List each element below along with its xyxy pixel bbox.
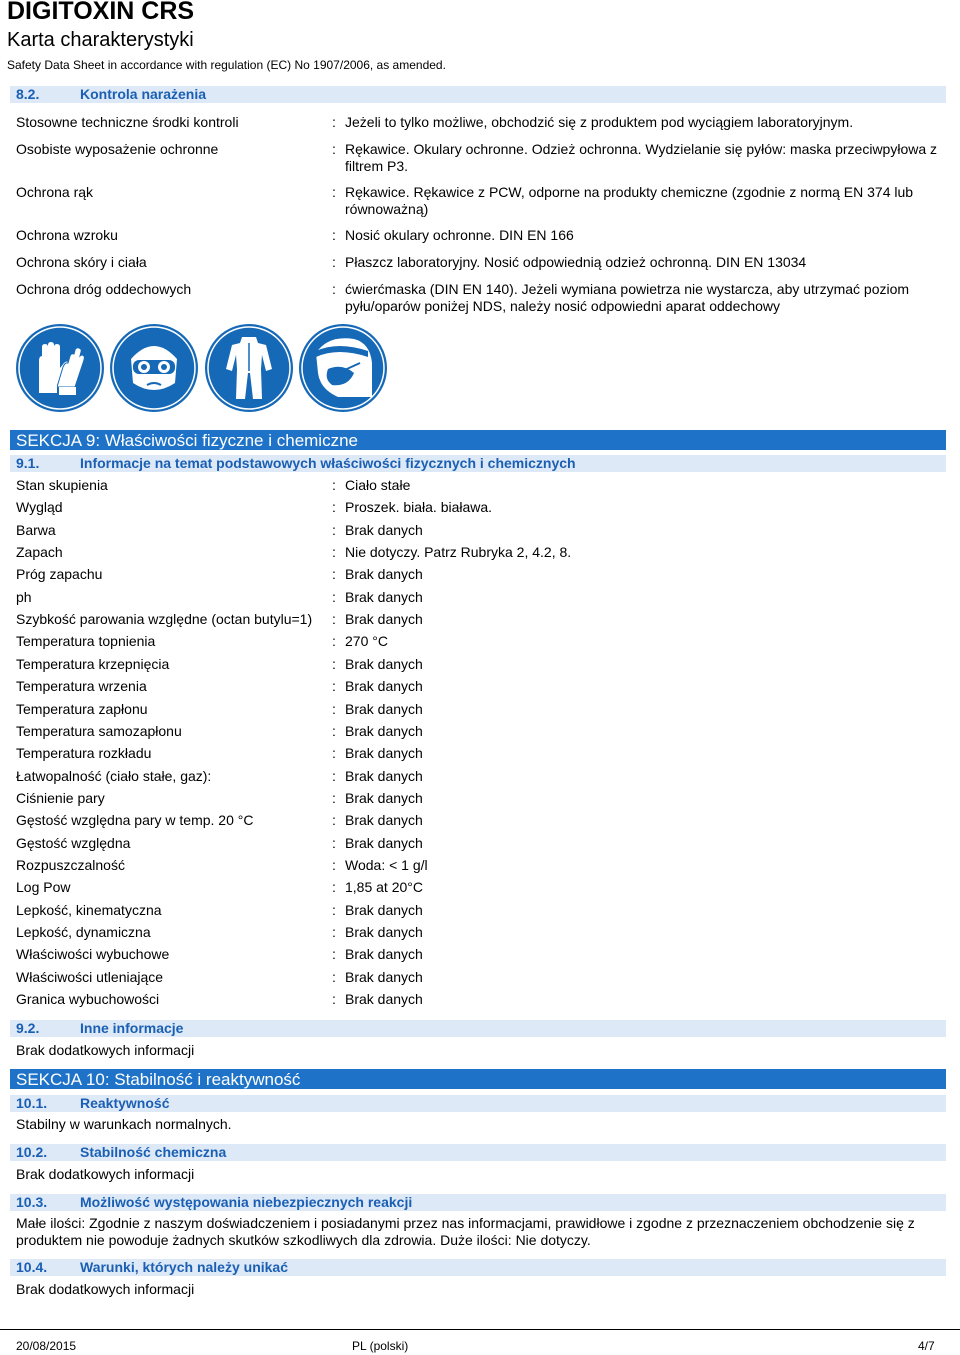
row-label: Osobiste wyposażenie ochronne	[16, 141, 219, 157]
property-value: Brak danych	[345, 991, 423, 1007]
row-value: ćwierćmaska (DIN EN 140). Jeżeli wymiana powietrza nie wystarcza, aby utrzymać poziom pyłu/oparów poniżej NDS, należy nosić odpowiedni aparat oddechowy	[345, 281, 910, 314]
subsection-text: Stabilny w warunkach normalnych.	[16, 1116, 232, 1132]
section-9-header	[10, 430, 946, 450]
row-value: Rękawice. Okulary ochronne. Odzież ochronna. Wydzielanie się pyłów: maska przeciwpyłowa z filtrem P3.	[345, 141, 938, 174]
regulation-note: Safety Data Sheet in accordance with regulation (EC) No 1907/2006, as amended.	[7, 58, 446, 72]
property-label: Granica wybuchowości	[16, 991, 160, 1007]
property-value: Brak danych	[345, 522, 423, 538]
row-label: Ochrona dróg oddechowych	[16, 281, 192, 297]
property-label: Temperatura rozkładu	[16, 745, 152, 761]
subsection-10-1-header	[10, 1095, 946, 1112]
footer-language: PL (polski)	[352, 1339, 409, 1353]
section-10-header	[10, 1069, 946, 1089]
property-value: Nie dotyczy. Patrz Rubryka 2, 4.2, 8.	[345, 544, 572, 560]
property-value: Brak danych	[345, 969, 423, 985]
property-label: Łatwopalność (ciało stałe, gaz):	[16, 768, 212, 784]
property-value: Brak danych	[345, 790, 423, 806]
page-footer	[0, 1329, 960, 1355]
property-value: Brak danych	[345, 835, 423, 851]
property-value: Brak danych	[345, 946, 423, 962]
footer-date: 20/08/2015	[16, 1339, 77, 1353]
subsection-number: 8.2.	[16, 86, 40, 102]
property-value: Brak danych	[345, 723, 423, 739]
property-value: Brak danych	[345, 924, 423, 940]
property-label: Temperatura topnienia	[16, 633, 156, 649]
property-label: Zapach	[16, 544, 63, 560]
subsection-10-3-header	[10, 1194, 946, 1211]
subsection-number: 9.1.	[16, 455, 40, 471]
row-value: Nosić okulary ochronne. DIN EN 166	[345, 227, 574, 243]
subsection-text: Brak dodatkowych informacji	[16, 1166, 195, 1182]
dust-mask-icon	[298, 323, 388, 413]
property-value: 270 °C	[345, 633, 388, 649]
property-label: Temperatura krzepnięcia	[16, 656, 170, 672]
footer-page-number: 4/7	[918, 1339, 935, 1353]
subsection-10-2-header	[10, 1144, 946, 1161]
property-label: Stan skupienia	[16, 477, 108, 493]
property-value: Proszek. biała. biaława.	[345, 499, 493, 515]
property-value: Brak danych	[345, 566, 423, 582]
property-label: Ciśnienie pary	[16, 790, 105, 806]
property-value: Brak danych	[345, 768, 423, 784]
subsection-number: 10.4.	[16, 1259, 48, 1275]
product-title: DIGITOXIN CRS	[7, 0, 195, 25]
gloves-icon	[15, 323, 105, 413]
subsection-number: 10.1.	[16, 1095, 48, 1111]
property-value: Brak danych	[345, 812, 423, 828]
subsection-title: Stabilność chemiczna	[80, 1144, 227, 1160]
property-label: Temperatura wrzenia	[16, 678, 147, 694]
property-label: Właściwości wybuchowe	[16, 946, 170, 962]
property-label: Próg zapachu	[16, 566, 103, 582]
row-value: Jeżeli to tylko możliwe, obchodzić się z produktem pod wyciągiem laboratoryjnym.	[345, 114, 854, 130]
document-header	[7, 0, 446, 72]
property-label: Barwa	[16, 522, 56, 538]
row-label: Stosowne techniczne środki kontroli	[16, 114, 239, 130]
property-value: 1,85 at 20°C	[345, 879, 423, 895]
subsection-text: Brak dodatkowych informacji	[16, 1281, 195, 1297]
subsection-9-2-header	[10, 1020, 946, 1037]
property-label: Lepkość, dynamiczna	[16, 924, 151, 940]
row-value: Płaszcz laboratoryjny. Nosić odpowiednią odzież ochronną. DIN EN 13034	[345, 254, 807, 270]
property-label: Temperatura samozapłonu	[16, 723, 182, 739]
row-label: Ochrona skóry i ciała	[16, 254, 147, 270]
subsection-text: Małe ilości: Zgodnie z naszym doświadczeniem i posiadanymi przez nas informacjami, prawidłowe i zgodne z przeznaczeniem obchodzenie się z produktem nie powoduje żadnych skutków szkodliwych dla zdrowia. Duże ilości: Nie dotyczy.	[16, 1215, 915, 1248]
property-label: Szybkość parowania względne (octan butylu=1)	[16, 611, 313, 627]
property-value: Brak danych	[345, 701, 423, 717]
subsection-title: Warunki, których należy unikać	[80, 1259, 288, 1275]
row-value: Rękawice. Rękawice z PCW, odporne na produkty chemiczne (zgodnie z normą EN 374 lub równoważną)	[345, 184, 914, 217]
subsection-title: Reaktywność	[80, 1095, 170, 1111]
property-value: Brak danych	[345, 678, 423, 694]
property-label: Wygląd	[16, 499, 63, 515]
protective-suit-icon	[204, 323, 294, 413]
property-value: Brak danych	[345, 902, 423, 918]
property-label: Rozpuszczalność	[16, 857, 125, 873]
property-value: Brak danych	[345, 589, 423, 605]
subsection-10-4-header	[10, 1259, 946, 1276]
section-title: SEKCJA 10: Stabilność i reaktywność	[16, 1070, 301, 1089]
property-label: Temperatura zapłonu	[16, 701, 148, 717]
subsection-8-2-header	[10, 86, 946, 103]
subsection-title: Kontrola narażenia	[80, 86, 207, 102]
subsection-title: Inne informacje	[80, 1020, 184, 1036]
property-value: Woda: < 1 g/l	[345, 857, 428, 873]
subsection-number: 10.3.	[16, 1194, 48, 1210]
subsection-number: 9.2.	[16, 1020, 40, 1036]
row-label: Ochrona wzroku	[16, 227, 118, 243]
property-label: ph	[16, 589, 32, 605]
property-label: Gęstość względna	[16, 835, 131, 851]
property-label: Gęstość względna pary w temp. 20 °C	[16, 812, 254, 828]
document-subtitle: Karta charakterystyki	[7, 29, 194, 51]
property-value: Brak danych	[345, 745, 423, 761]
subsection-text: Brak dodatkowych informacji	[16, 1042, 195, 1058]
goggles-icon	[109, 323, 199, 413]
subsection-title: Możliwość występowania niebezpiecznych reakcji	[80, 1194, 413, 1210]
property-label: Właściwości utleniające	[16, 969, 164, 985]
property-label: Lepkość, kinematyczna	[16, 902, 162, 918]
subsection-title: Informacje na temat podstawowych właściwości fizycznych i chemicznych	[80, 455, 576, 471]
section-title: SEKCJA 9: Właściwości fizyczne i chemiczne	[16, 431, 358, 450]
property-value: Brak danych	[345, 611, 423, 627]
subsection-9-1-header	[10, 455, 946, 472]
property-value: Ciało stałe	[345, 477, 411, 493]
row-label: Ochrona rąk	[16, 184, 94, 200]
subsection-number: 10.2.	[16, 1144, 48, 1160]
property-label: Log Pow	[16, 879, 71, 895]
property-value: Brak danych	[345, 656, 423, 672]
